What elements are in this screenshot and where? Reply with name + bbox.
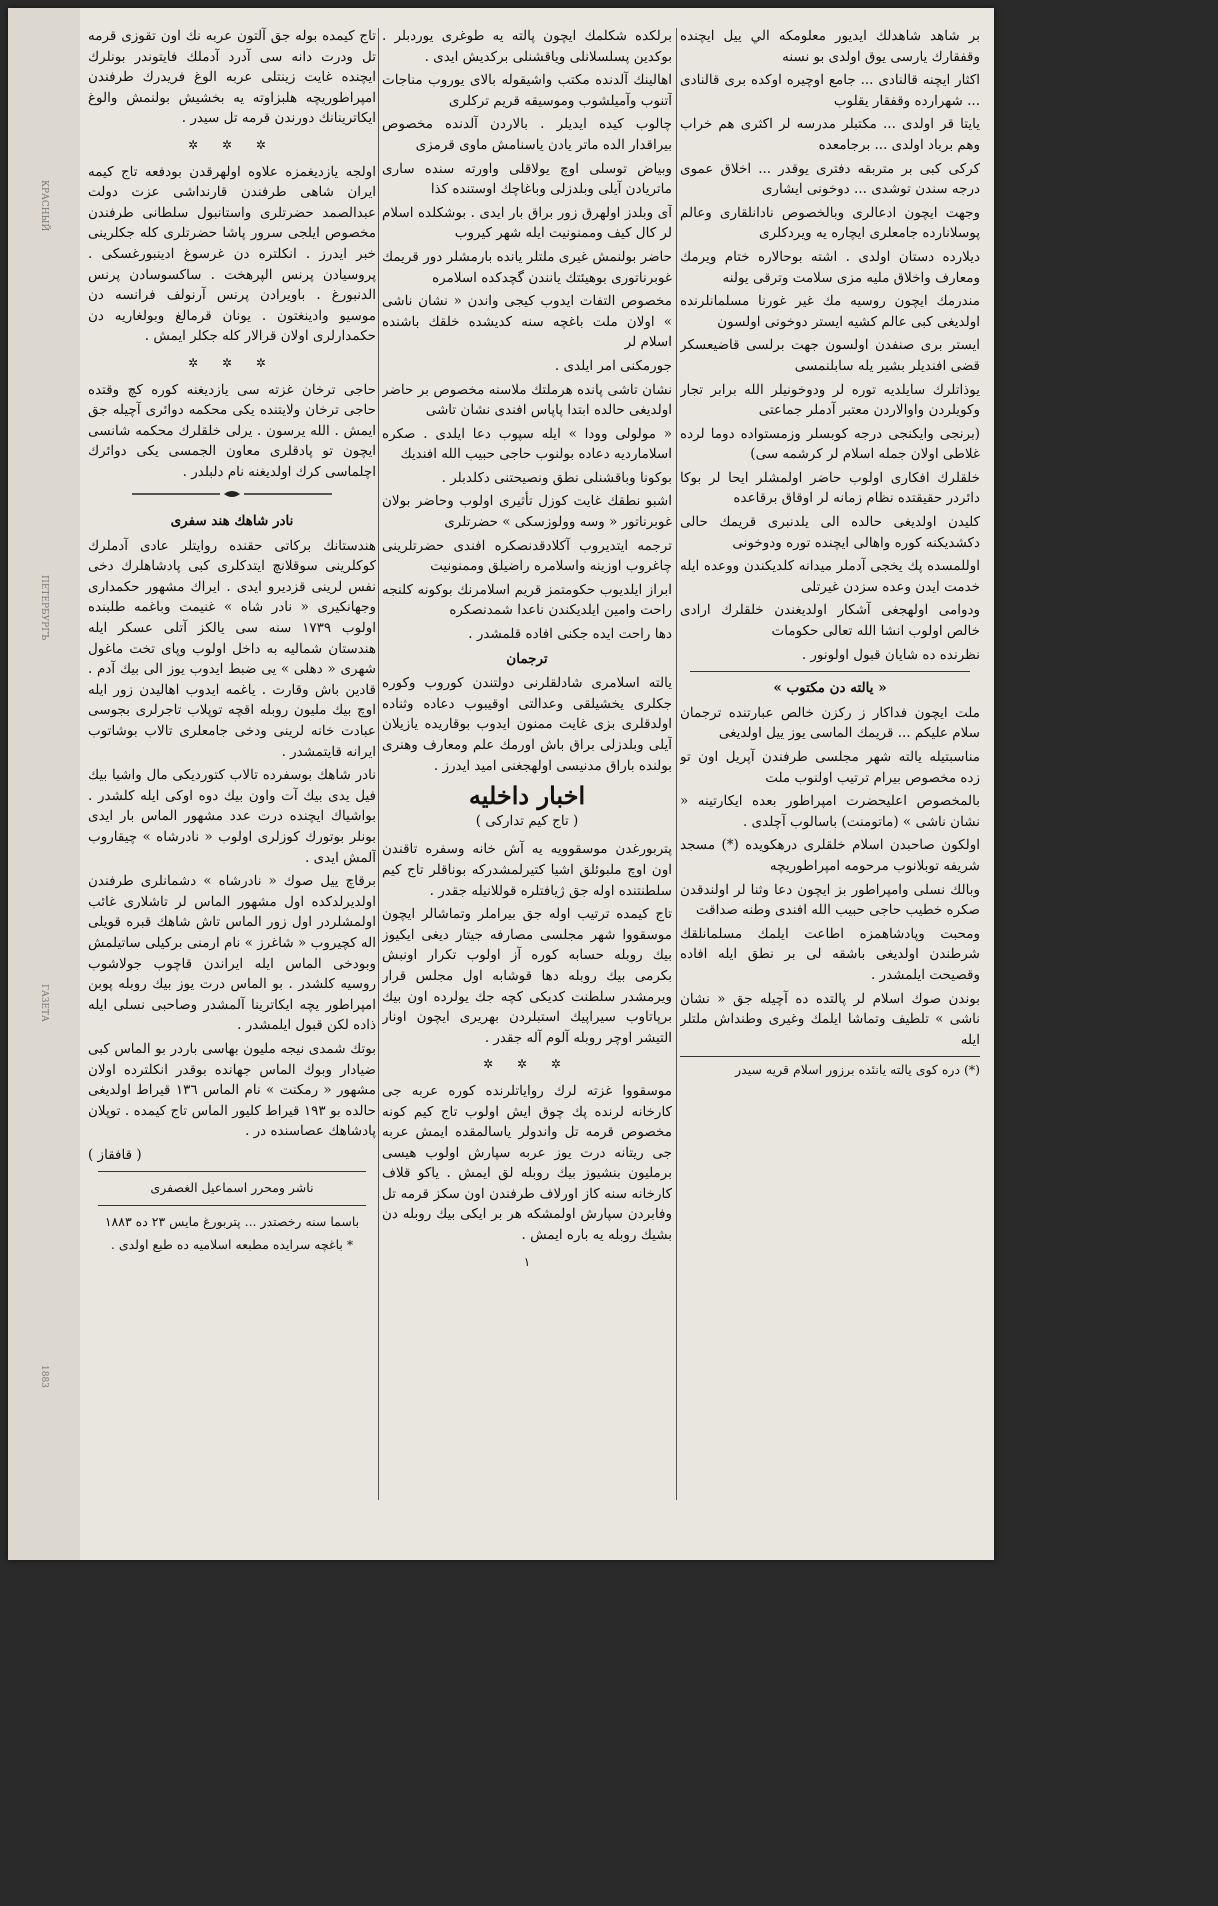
paragraph: اكثار ايچنه قالنادى ... جامع اوچيره اوكده برى قالنادى ... شهرارده وقفقار يقلوب [680, 72, 980, 109]
edge-fragment: ПЕТЕРБУРГЪ [39, 574, 49, 641]
paragraph: نادر شاهك بوسفرده تالاب كتورديكى مال واشيا بيك فيل يدى بيك آت واون بيك دوه اوكى ايله كلشدر . بواشياك ايچنده درت عدد مشهور الماس بار ايدى بونلر بوتورك كوزلرى اولوب « نادرشاه » چيقاروب آلمش ايدى . [88, 767, 376, 866]
paragraph: حاجى ترخان غزته سى يازديغنه كوره كچ وقتده حاجى ترخان ولايتنده يكى محكمه دوائرى آچيله جق ايمش . الله يرسون . يرلى خلقلرك محكمه شانسى ايچون تو پادقلرى معاون الجمسى يكى دوائرك اچلماسى كرك اولديغنه نام دلبلدر . [88, 381, 376, 480]
paragraph: (برنجى وايكنجى درجه كوبسلر وزمستواده دوما لرده غلاطى اولان جمله اسلام لر كرشمه سى) [680, 425, 980, 463]
paragraph: ترجمه ايتديروب آكلادقدنصكره افندى حضرتلرينى چاغروب اوزينه واسلامره راضيلق وممنونيت [382, 537, 672, 575]
paragraph: ايستر برى صنفدن اولسون جهت برلسى قاضيعسكر قضى افنديلر بشير يله سابلنمسى [680, 337, 980, 374]
paragraph: ودوامى اولهجغى آشكار اولديغندن خلقلرك ارادى خالص اولوب انشا الله تعالى حكومات [680, 602, 980, 640]
edge-fragment: ГАЗЕТА [39, 983, 49, 1022]
ornament-stars: ✲ ✲ ✲ [188, 137, 276, 152]
paragraph: وبياض توسلى اوچ يولاقلى واورته سنده سارى ماتريادن آيلى وبلدزلى وباغاچك اوستنده كذا [382, 160, 672, 198]
paragraph: دها راحت ايده جكنى افاده قلمشدر . [468, 626, 672, 643]
paragraph: خلقلرك افكارى اولوب حاضر اولمشلر ايحا لر بوكا دائردر حقيقتده نظام زمانه لر اوقاق برقاعده [680, 469, 980, 507]
news-subtitle: ( تاج كيم تداركى ) [475, 812, 579, 829]
paragraph: مخصوص التفات ايدوب كيجى واندن « نشان ناشى » اولان ملت باغچه سنه كديشده خلقك باشنده اسلام لر [382, 293, 672, 351]
paragraph: نشان تاشى پانده هرملتك ملاسنه مخصوص بر حاضر اولديغى حالده ابتدا پاپاس افندى نشان تاشى [382, 381, 672, 419]
letter-title: « يالته دن مكتوب » [773, 680, 887, 697]
paragraph: تاج كيمده ترتيب اوله جق بيراملر وتماشالر ايچون موسقووا شهر مجلسى مصارفه جيتار ديغى ايكيوز بيك روبله حسابه كوره آز اولوب تكرار اونبش بكرمى بيك روبله دها قوشابه اول مجلس قرار ويرمشدر سلطنت كديكى كچه جك يولرده اون بيك برپاتاوب سيراپيك استبلردن بهريرى ايچون اونار التيشر اوچر روبله آلوم آله جقدر . [382, 906, 672, 1046]
ornament-stars: ✲ ✲ ✲ [483, 1057, 571, 1072]
paragraph: موسقووا غزته لرك رواياتلرنده كوره عربه جى كارخانه لرنده پك چوق ايش اولوب تاج كيم كونه مخصوص قرمه تل واندولر ياسالمقده ايمش عربه جى ريتانه درت يوز عربه سپارش اولوب هيسى برمليون بنشيوز بيك روبله لق ايمش . ياكو قلاف كارخانه سنه كاز اورلاف طرفندن اون سكز قرمه تل وفابردن سپارش اولمشكه هر بر ايكى بيك روبله دن بشيك روبله يه باره ايمش . [382, 1082, 672, 1244]
paragraph: اهالينك آلدنده مكتب واشيقوله بالاى يوروب مناجات آتنوب وآميلشوب وموسيقه قريم تركلرى [382, 72, 672, 109]
news-section-title: اخبار داخليه [468, 781, 586, 811]
paragraph: كركى كبى بر متربقه دفترى يوقدر ... اخلاق عموى درجه سندن توشدى ... دوخونى ايشارى [680, 160, 980, 198]
paragraph: حاضر بولنمش غيرى ملتلر يانده بارمشلر دور قريمك غوبرناتورى بوهيئتك يانندن گچدكده اسلامره [382, 248, 672, 286]
paragraph: بالمخصوص اعليحضرت امپراطور بعده ايكارتينه « نشان ناشى » (ماتومنت) باسالوب آچلدى . [680, 793, 980, 830]
ornamental-rule [88, 486, 376, 507]
edge-fragment: КРАСНЫЙ [39, 179, 49, 232]
publisher-line: ناشر ومحرر اسماعيل الغصفرى [150, 1180, 314, 1196]
tarjuman-title: ترجمان [506, 650, 548, 667]
paragraph: اولكون صاحبدن اسلام خلقلرى درهكويده (*) مسجد شريفه توبلانوب مرحومه امپراطوريچه [680, 837, 980, 874]
column-rule [378, 28, 379, 1500]
censorship-date-line: باسما سنه رخصتدر ... پتربورغ مايس ٢٣ ده ١٨٨٣ [104, 1214, 360, 1230]
paragraph: وبالك نسلى وامپراطور بز ايچون دعا وثنا لر اولندقدن صكره خطيب حاجى حبيب الله افندى وطنه صداقت [680, 881, 980, 919]
paragraph: نظرنده ده شايان قبول اولونور . [801, 646, 980, 663]
paragraph: ديلارده دستان اولدى . اشته بوحالاره ختام ويرمك ومعارف واخلاق مليه مزى سلامت وترقى يولنه [680, 248, 980, 286]
paragraph: يالته اسلامرى شادلقلرنى دولتندن كوروب وكوره جكلرى يخشيلقى وعدالتى اوقيبوب دعاده وثناده اولدقلرى بزى غايت ممنون ايدوب بوقاريده يازيلان آيلى وبلدزلى براق باش اورمك علم ومعارف وهنرى بولنده باراق مدنيسى اولهجغنى اميد ايدرز . [382, 675, 672, 774]
paragraph: ومحبت وپادشاهمزه اطاعت ايلمك مسلمانلقك شرطندن اولديغى باشقه لى بر نطق ايله افاده وقصيحت ايلمشدر . [680, 925, 980, 983]
ornamental-rule-icon [132, 488, 332, 500]
paragraph: بر شاهد شاهدلك ايديور معلومكه الي ييل ايچنده وقفقارك يارسى يوق اولدى بو نسنه [680, 28, 980, 65]
paragraph: هندستانك بركاتى حقنده روايتلر عادى آدملرك كوكلرينى سوقلانچ ايتدكلرى كبى پادشاهلرك دخى نفس لرينى قزديرو ايدى . ايراك مشهور حكمدارى وجهانكيرى « نادر شاه » غنيمت وباغمه طلبنده اولوب ١٧٣٩ سنه سى يالكز آتلى عسكر ايله هندستان شماليه به داخل اولوب وپاى تخت ماغول شهرى « دهلى » يى ضبط ايدوب يوز الى بيك آدم . قادين باش وقارت . ياغمه ايدوب اهاليدن زور ايله اوچ بيك مليون روبله اقچه توپلاب تاجرلرى بجوسى عبادت خانه لرينى ودخى جامعلرى تالاب بوشاتوب ايرانه قايتمشدر . [88, 537, 376, 760]
paragraph: اوللمسده پك يخجى آدملر ميدانه كلديكندن ووعده ايله خدمت ايدن وعده سزدن غيرتلى [680, 558, 980, 595]
printing-press-line: * باغچه سرايده مطبعه اسلاميه ده طبع اولدى . [110, 1236, 354, 1252]
paragraph: ملت ايچون فداكار ز ركزن خالص عبارتنده ترجمان سلام عليكم ... قريمك الماسى يوز ييل اولديغى [680, 704, 980, 742]
paragraph: وجهت ايچون ادعالرى وبالخصوص نادانلقارى وعالم پوسلانارده جامعلرى ايچاره يه ويردكلرى [680, 204, 980, 242]
footnote: (*) دره كوى يالته يانئده برزور اسلام قريه سيدر [680, 1056, 980, 1081]
paragraph: چالوب كيده ايديلر . بالاردن آلدنده مخصوص بيراقدار الده ماتر يادن ياسنامش ماوى قرمزى [382, 116, 672, 153]
divider [98, 1171, 366, 1172]
ornament-stars: ✲ ✲ ✲ [188, 355, 276, 370]
paragraph: پتربورغدن موسقوويه يه آش خانه وسفره تاقندن اون اوچ ملبوئلق اشيا كتيرلمشدركه بوناقلر تاج كيم سلطنتنده اوله جق ژيافتلره قوللانيله جقدر . [382, 841, 672, 899]
nadir-shah-title: نادر شاهك هند سفرى [170, 513, 294, 530]
paragraph: اشبو نطقك غايت كوزل تأثيرى اولوب وحاضر بولان غوبرناتور « وسه وولوزسكى » حضرتلرى [382, 493, 672, 531]
paragraph: « مولولى وودا » ايله سپوب دعا ايلدى . صكره اسلامارديه دعاده بولنوب حاجى حبيب الله افنديك [382, 425, 672, 463]
column-rule [676, 28, 677, 1500]
paragraph: برقاچ ييل صوك « نادرشاه » دشمانلرى طرفندن اولديرلدكده اول مشهور الماس لر تاشلارى غائب اولمشلردر اول زور الماس تاش شاهك قبره قويلى اله كچيروب « شاغرز » نام ارمنى بركيلى ساتيلمش وبودخى الماس ايله ايراندن قاچوب جولاشوب روسيه كلشدر . بو الماس درت يوز بيك روبله پوبن امپراطور يچه ايكاترينا آلمشدر وصاحبى نسلى ايله ذاده لكن قبول ايلمشدر . [88, 873, 376, 1034]
paragraph: يايتا قر اولدى ... مكتبلر مدرسه لر اكثرى هم خراب وهم برباد اولدى ... برجامعده [680, 116, 980, 153]
paragraph: برلكده شكلمك ايچون پالته يه طوغرى يوردبلر . بوكدين پسلسلانلى وياقشنلى بركديش ايدى . [382, 28, 672, 65]
paragraph: بوكونا وباقشنلى نطق ونصيحتنى دكلدبلر . [441, 469, 672, 486]
newspaper-page [8, 8, 994, 1560]
divider [690, 671, 970, 672]
paragraph: ابراز ايلديوب حكومتمز قريم اسلامرنك بوكونه كلنجه راحت وامين ايلديكندن ناعدا شمدنصكره [382, 581, 672, 619]
paragraph: جورمكنى امر ايلدى . [554, 357, 672, 374]
source-caucasus: ( قافقاز ) [88, 1146, 142, 1163]
edge-fragment: 1883 [39, 1365, 49, 1389]
paragraph: يوذاتلرك سايلديه توره لر ودوخونيلر الله برابر تجار وكويلردن واوالاردن معتبر آدملر جماعتى [680, 381, 980, 419]
paragraph: مندرمك ايچون روسيه مك غير غورنا مسلمانلرنده اولديغى كبى عالم كشيه ايستر دوخونى اولسون [680, 293, 980, 330]
middle-column [382, 26, 672, 1542]
paragraph: آى وبلدز اولهرق زور براق بار ايدى . بوشكلده اسلام لر كال كيف وممنونيت ايله شهر كيروب [382, 204, 672, 242]
left-page-edge [8, 8, 80, 1560]
page-number: ١ [523, 1254, 531, 1269]
divider [98, 1205, 366, 1206]
paragraph: تاج كيمده بوله جق آلتون عربه نك اون تقوزى قرمه تل ودرت دانه سى آدرد آدملك فايتوندر بونلرك ايچنده غايت زينتلى عربه الوغ فريدرك طرفندن امپراطوريچه هلبزاوته يه بخشيش بولنمش والوغ ايكاترينانك دورندن قرمه تل سيدر . [88, 28, 376, 127]
paragraph: بوتك شمدى نيجه مليون بهاسى باردر بو الماس كبى ضيادار وبوك الماس جهانده بوقدر انكلترده اولان مشهور « رمكنت » نام الماس ١٣٦ قيراط اولديغى حالده بو ١٩٣ قيراط كليور الماس تاج كيمده . توپلان پادشاهك عصاسنده در . [88, 1040, 376, 1140]
paragraph: مناسبتيله يالته شهر مجلسى طرفندن آپريل اون تو زده مخصوص بيرام ترتيب اولنوب ملت [680, 749, 980, 786]
right-column [680, 26, 980, 1542]
paragraph: بوندن صوك اسلام لر پالتده ده آچيله جق « نشان ناشى » تلطيف وتماشا ايلمك وغيرى وطنداش ملتلر ايله [680, 990, 980, 1048]
paragraph: كليدن اولديغى حالده الى يلدنبرى قريمك حالى دكشديكنه كوره واهالى ايچنده توره ودوخونى [680, 514, 980, 551]
paragraph: اولجه يازديغمزه علاوه اولهرقدن بودفعه تاج كيمه ايران شاهى طرفندن قارنداشى عزت دولت عبدالصمد حضرتلرى واستانبول سلطانى طرفندن مخصوص ايلجى سرور پاشا حضرتلرى كله جكلرينى خبر ايدرز . انكلتره دن غرسوغ ادينبورغسكى . پروسيادن پرنس الپرهخت . ساكسوسادن پرنس الدنبورغ . باويرادن پرنس آرنولف فرانسه دن موسيو وادينغتون . يونان قرمالغ وبولغاريه دن حكمدارلرى اولان قرالار كله جكلر ايمش . [88, 163, 376, 345]
left-column [88, 26, 376, 1542]
